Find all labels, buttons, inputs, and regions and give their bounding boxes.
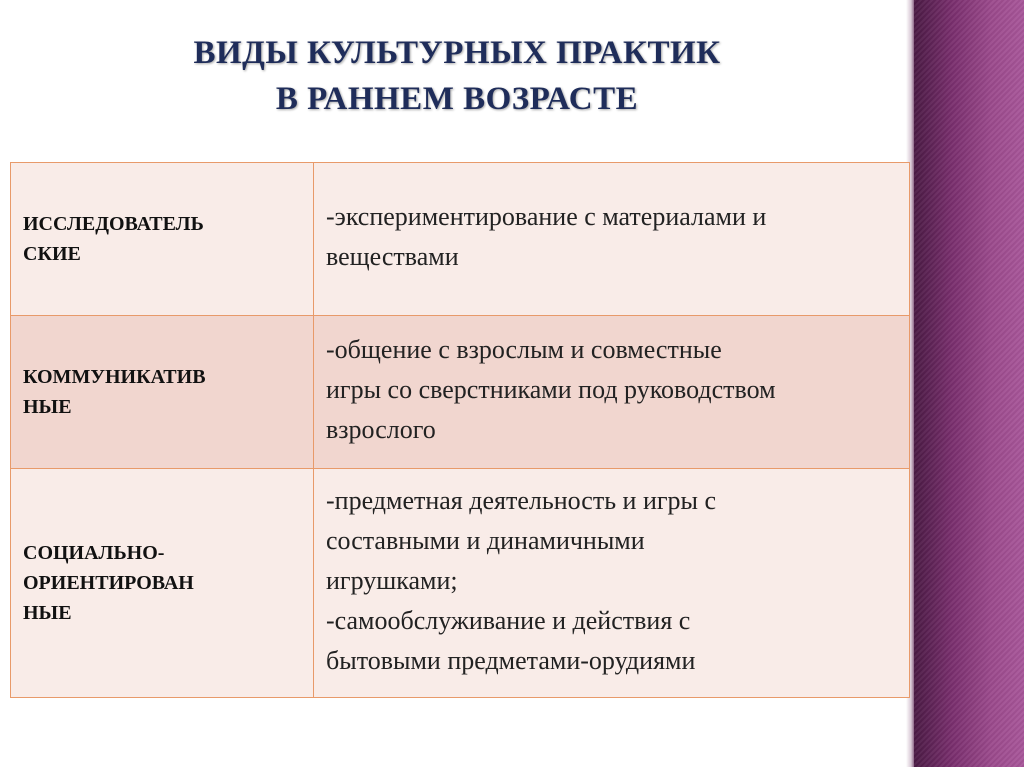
table-row	[11, 163, 910, 316]
practice-kind-text: СОЦИАЛЬНО-	[23, 542, 165, 564]
practice-description-cell	[314, 469, 910, 698]
practice-description-text: игрушками;	[326, 566, 458, 595]
practice-description-cell	[314, 163, 910, 316]
practice-description-text: взрослого	[326, 415, 436, 444]
practice-kind-text: СКИЕ	[23, 243, 81, 265]
practice-description-text: веществами	[326, 242, 459, 271]
practice-description-text: -предметная деятельность и игры с	[326, 486, 717, 515]
title-line-1: ВИДЫ КУЛЬТУРНЫХ ПРАКТИК	[193, 35, 721, 71]
decorative-side-band	[914, 0, 1024, 767]
practice-kind-text: НЫЕ	[23, 396, 72, 418]
practice-kind-text: НЫЕ	[23, 602, 72, 624]
practice-description-text: -самообслуживание и действия с	[326, 606, 691, 635]
practice-description-text: составными и динамичными	[326, 526, 645, 555]
practice-kind-cell	[11, 469, 314, 698]
practices-table	[10, 162, 910, 698]
slide-title	[0, 30, 914, 122]
practice-kind-text: КОММУНИКАТИВ	[23, 366, 206, 388]
practice-kind-cell	[11, 163, 314, 316]
practice-description-text: игры со сверстниками под руководством	[326, 375, 776, 404]
table-row	[11, 316, 910, 469]
title-line-2: В РАННЕМ ВОЗРАСТЕ	[275, 81, 639, 117]
practice-description-text: -общение с взрослым и совместные	[326, 335, 722, 364]
practice-kind-text: ИССЛЕДОВАТЕЛЬ	[23, 213, 204, 235]
table-row	[11, 469, 910, 698]
practice-description-cell	[314, 316, 910, 469]
practice-description-text: -экспериментирование с материалами и	[326, 202, 767, 231]
practice-description-text: бытовыми предметами-орудиями	[326, 646, 696, 675]
practice-kind-text: ОРИЕНТИРОВАН	[23, 572, 194, 594]
practice-kind-cell	[11, 316, 314, 469]
